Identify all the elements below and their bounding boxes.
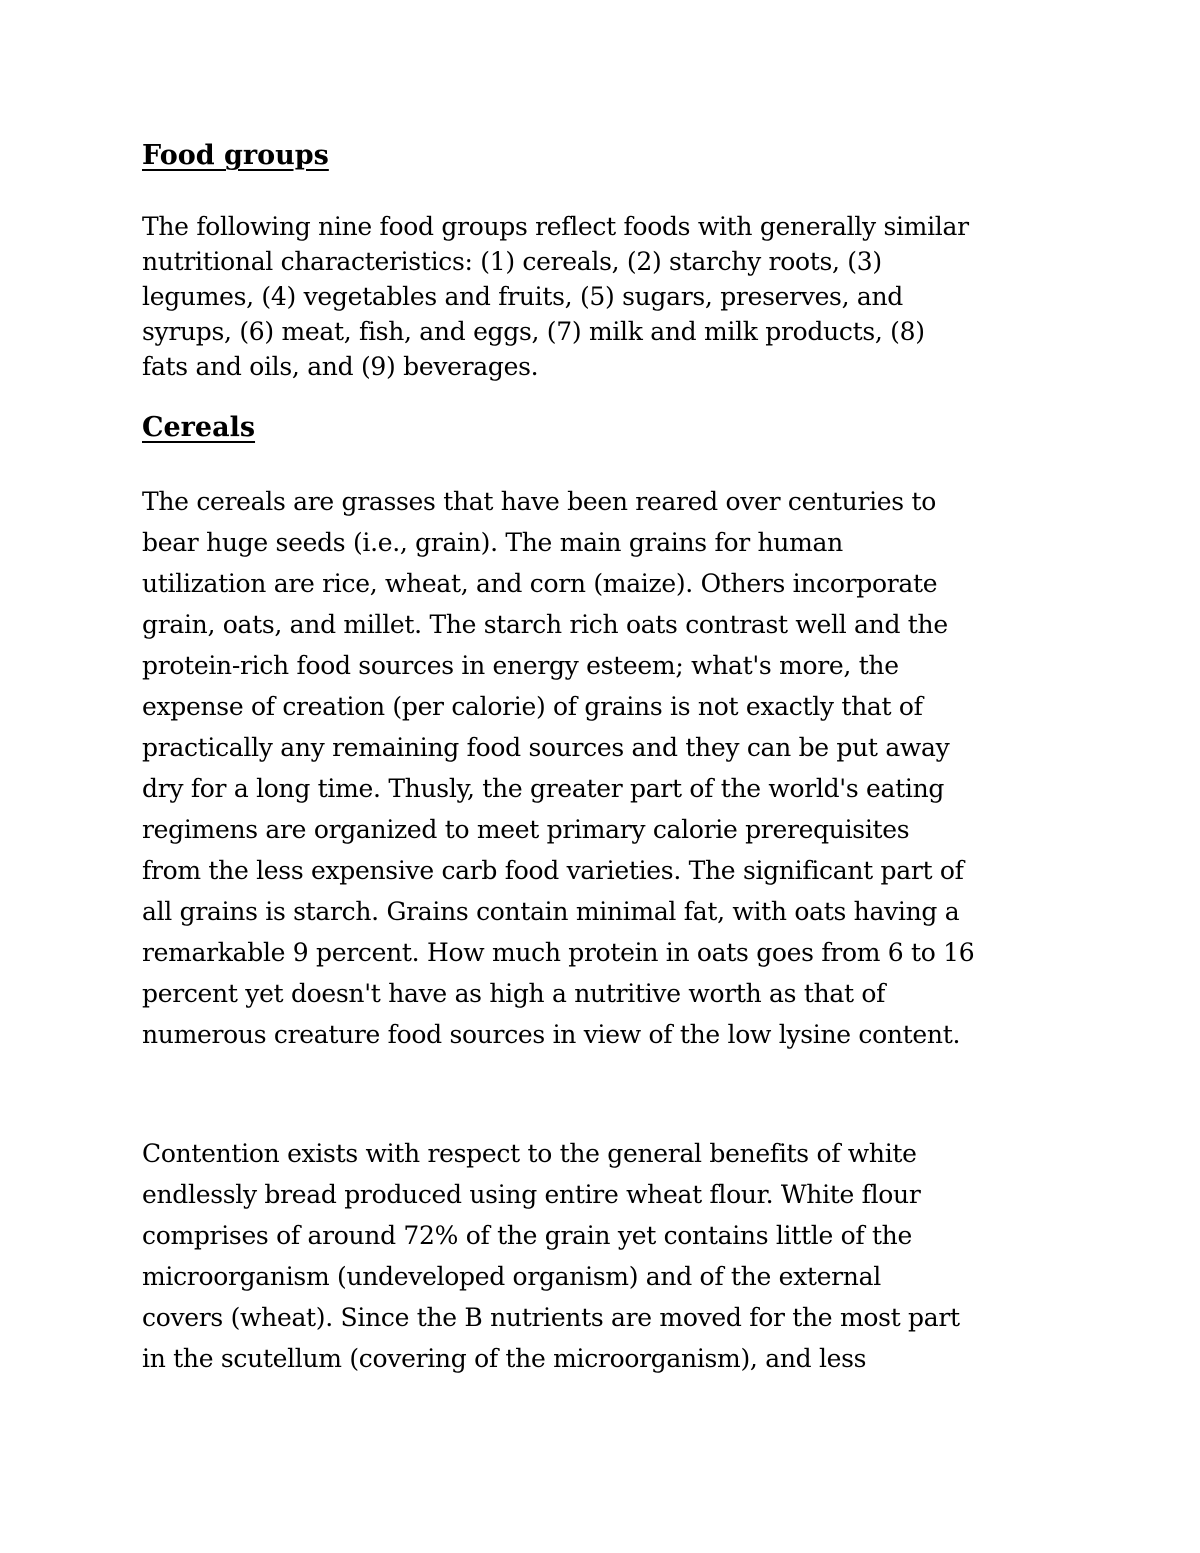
text-line: endlessly bread produced using entire wheat flour. White flour	[142, 1180, 921, 1209]
text-line: The cereals are grasses that have been reared over centuries to	[142, 487, 936, 516]
paragraph-contention	[142, 1133, 960, 1379]
text-line: from the less expensive carb food varieties. The significant part of	[142, 856, 964, 885]
text-line: The following nine food groups reflect foods with generally similar	[142, 212, 969, 241]
text-line: grain, oats, and millet. The starch rich oats contrast well and the	[142, 610, 948, 639]
text-line: numerous creature food sources in view of the low lysine content.	[142, 1020, 961, 1049]
text-line: covers (wheat). Since the B nutrients are moved for the most part	[142, 1303, 960, 1332]
text-line: expense of creation (per calorie) of grains is not exactly that of	[142, 692, 923, 721]
text-line: remarkable 9 percent. How much protein in oats goes from 6 to 16	[142, 938, 975, 967]
text-line: microorganism (undeveloped organism) and of the external	[142, 1262, 881, 1291]
text-line: percent yet doesn't have as high a nutritive worth as that of	[142, 979, 886, 1008]
text-line: all grains is starch. Grains contain minimal fat, with oats having a	[142, 897, 960, 926]
text-line: Contention exists with respect to the general benefits of white	[142, 1139, 917, 1168]
text-line: nutritional characteristics: (1) cereals, (2) starchy roots, (3)	[142, 247, 882, 276]
text-line: dry for a long time. Thusly, the greater part of the world's eating	[142, 774, 945, 803]
paragraph-food-groups-intro	[142, 209, 969, 384]
text-line: utilization are rice, wheat, and corn (maize). Others incorporate	[142, 569, 938, 598]
text-line: comprises of around 72% of the grain yet contains little of the	[142, 1221, 912, 1250]
text-line: regimens are organized to meet primary calorie prerequisites	[142, 815, 910, 844]
heading-cereals: Cereals	[142, 412, 256, 443]
text-line: legumes, (4) vegetables and fruits, (5) sugars, preserves, and	[142, 282, 903, 311]
paragraph-cereals	[142, 481, 974, 1055]
text-line: protein-rich food sources in energy esteem; what's more, the	[142, 651, 899, 680]
text-line: syrups, (6) meat, fish, and eggs, (7) milk and milk products, (8)	[142, 317, 925, 346]
heading-food-groups: Food groups	[142, 140, 329, 171]
text-line: fats and oils, and (9) beverages.	[142, 352, 539, 381]
text-line: in the scutellum (covering of the microorganism), and less	[142, 1344, 867, 1373]
text-line: bear huge seeds (i.e., grain). The main grains for human	[142, 528, 843, 557]
text-line: practically any remaining food sources and they can be put away	[142, 733, 950, 762]
